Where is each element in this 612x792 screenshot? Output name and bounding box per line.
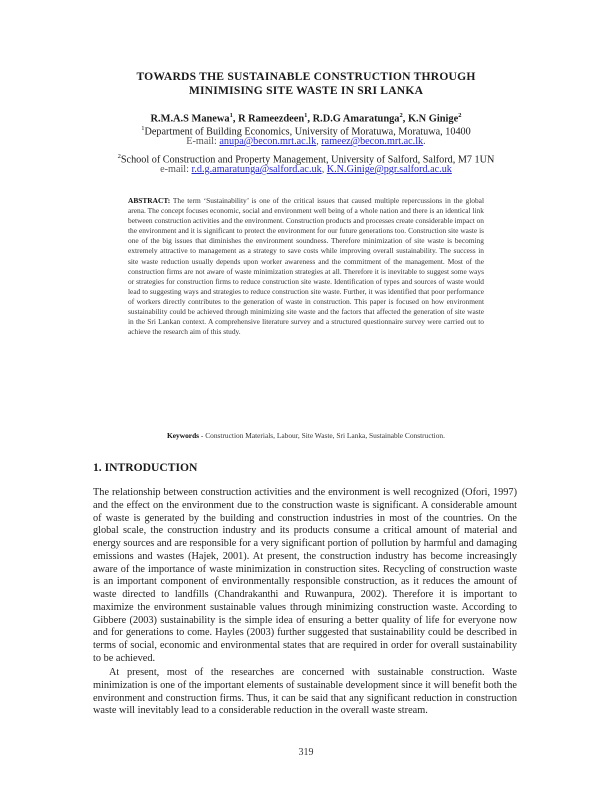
author-sep: , <box>307 113 313 125</box>
title-line-2: MINIMISING SITE WASTE IN SRI LANKA <box>188 84 424 97</box>
affiliation-text: Department of Building Economics, University of Moratuwa, Moratuwa, 10400 <box>144 126 471 138</box>
author-sep: , <box>232 113 239 125</box>
keywords <box>128 431 484 441</box>
author-sup: 1 <box>304 112 308 119</box>
email-label: E-mail: <box>186 136 220 147</box>
body-paragraph: The relationship between construction activities and the environment is well recognized (Ofori, 1997) and the effect on the environment due to the construction waste is significant. A considerable amount of waste is generated by the building and construction industries in most of the countries. On the global scale, the construction industry and its products consume a critical amount of material and energy sources and are responsible for a very significant portion of pollution by harmful and damaging emissions and wastes (Hajek, 2001). At present, the construction industry has become increasingly aware of the importance of waste minimization in construction sites. Recycling of construction waste is an important component of environmentally responsible construction, as it reduces the amount of waste directed to landfills (Chandrakanthi and Ruwanpura, 2002). Therefore it is important to maximize the environment sustainable values through minimizing construction waste. According to Gibbere (2003) sustainability is the simple idea of ensuring a better quality of life for everyone now and for generations to come. Hayles (2003) further suggested that sustainability could be described in terms of social, economic and environmental states that are required in order for overall sustainability to be achieved. <box>93 487 517 664</box>
abstract-text: The term ‘Sustainability’ is one of the critical issues that caused multiple repercussions in the global arena. The concept focuses economic, social and environment well being of a whole nation and there is an identical link between construction activities and the environment. Construction products and processes create considerable impact on the environment and it is significant to protect the environment for our future generations too. Construction site waste is one of the big issues that diminishes the environment soundness. Therefore minimization of site waste is becoming extremely attractive to management as a strategy to save costs while improving overall sustainability. The success in site waste reduction usually depends upon worker awareness and the commitment of the management. Most of the construction firms are not aware of waste minimization strategies at all. Therefore it is inevitable to suggest some ways or strategies for construction firms to reduce construction site waste. Identification of types and sources of waste would lead to suggesting ways and strategies to reduce construction site waste. Further, it was identified that poor performance of workers directly contributes to the generation of waste in construction. This paper is focused on how environment sustainability could be achieved through minimizing site waste and the factors that affected the generation of site waste in the Sri Lankan context. A comprehensive literature survey and a structured questionnaire survey were carried out to achieve the research aim of this study. <box>128 196 484 337</box>
title-line-1: TOWARDS THE SUSTAINABLE CONSTRUCTION THROUGH <box>136 70 476 83</box>
email-link[interactable]: K.N.Ginige@pgr.salford.ac.uk <box>326 164 452 175</box>
author-sup: 1 <box>229 112 233 119</box>
author-sup: 2 <box>399 112 403 119</box>
email-end: . <box>423 136 426 147</box>
body-paragraph: At present, most of the researches are concerned with sustainable construction. Waste minimization is one of the important elements of sustainable development since it will benefit both the environment and construction firms. Thus, it can be said that any significant reduction in construction waste will inevitably lead to a considerable reduction in the overall waste stream. <box>93 667 517 717</box>
email-link[interactable]: anupa@becon.mrt.ac.lk <box>219 136 317 147</box>
affiliation-sup: 1 <box>141 125 145 132</box>
affiliation-2-emails <box>60 164 552 177</box>
section-heading: 1. INTRODUCTION <box>93 461 198 474</box>
affiliation-sup: 2 <box>117 153 121 160</box>
author-sup: 2 <box>458 112 462 119</box>
email-link[interactable]: r.d.g.amaratunga@salford.ac.uk <box>191 164 322 175</box>
keywords-text: - Construction Materials, Labour, Site Waste, Sri Lanka, Sustainable Construction. <box>199 431 445 440</box>
author-name: R.D.G Amaratunga <box>312 113 400 125</box>
keywords-label: Keywords <box>167 431 200 440</box>
abstract-label: ABSTRACT: <box>128 196 171 205</box>
email-sep: , <box>316 136 322 147</box>
abstract <box>128 196 484 337</box>
paper-title <box>60 70 552 98</box>
affiliation-1-emails <box>60 136 552 149</box>
page-number: 319 <box>298 747 314 758</box>
author-sep: , <box>402 113 408 125</box>
email-label: e-mail: <box>160 164 192 175</box>
author-name: R.M.A.S Manewa <box>150 113 230 125</box>
affiliation-text: School of Construction and Property Management, University of Salford, Salford, M7 1UN <box>120 154 495 166</box>
author-name: R Rameezdeen <box>238 113 305 125</box>
email-sep: , <box>321 164 327 175</box>
author-name: K.N Ginige <box>407 113 459 125</box>
email-link[interactable]: rameez@becon.mrt.ac.lk <box>321 136 424 147</box>
